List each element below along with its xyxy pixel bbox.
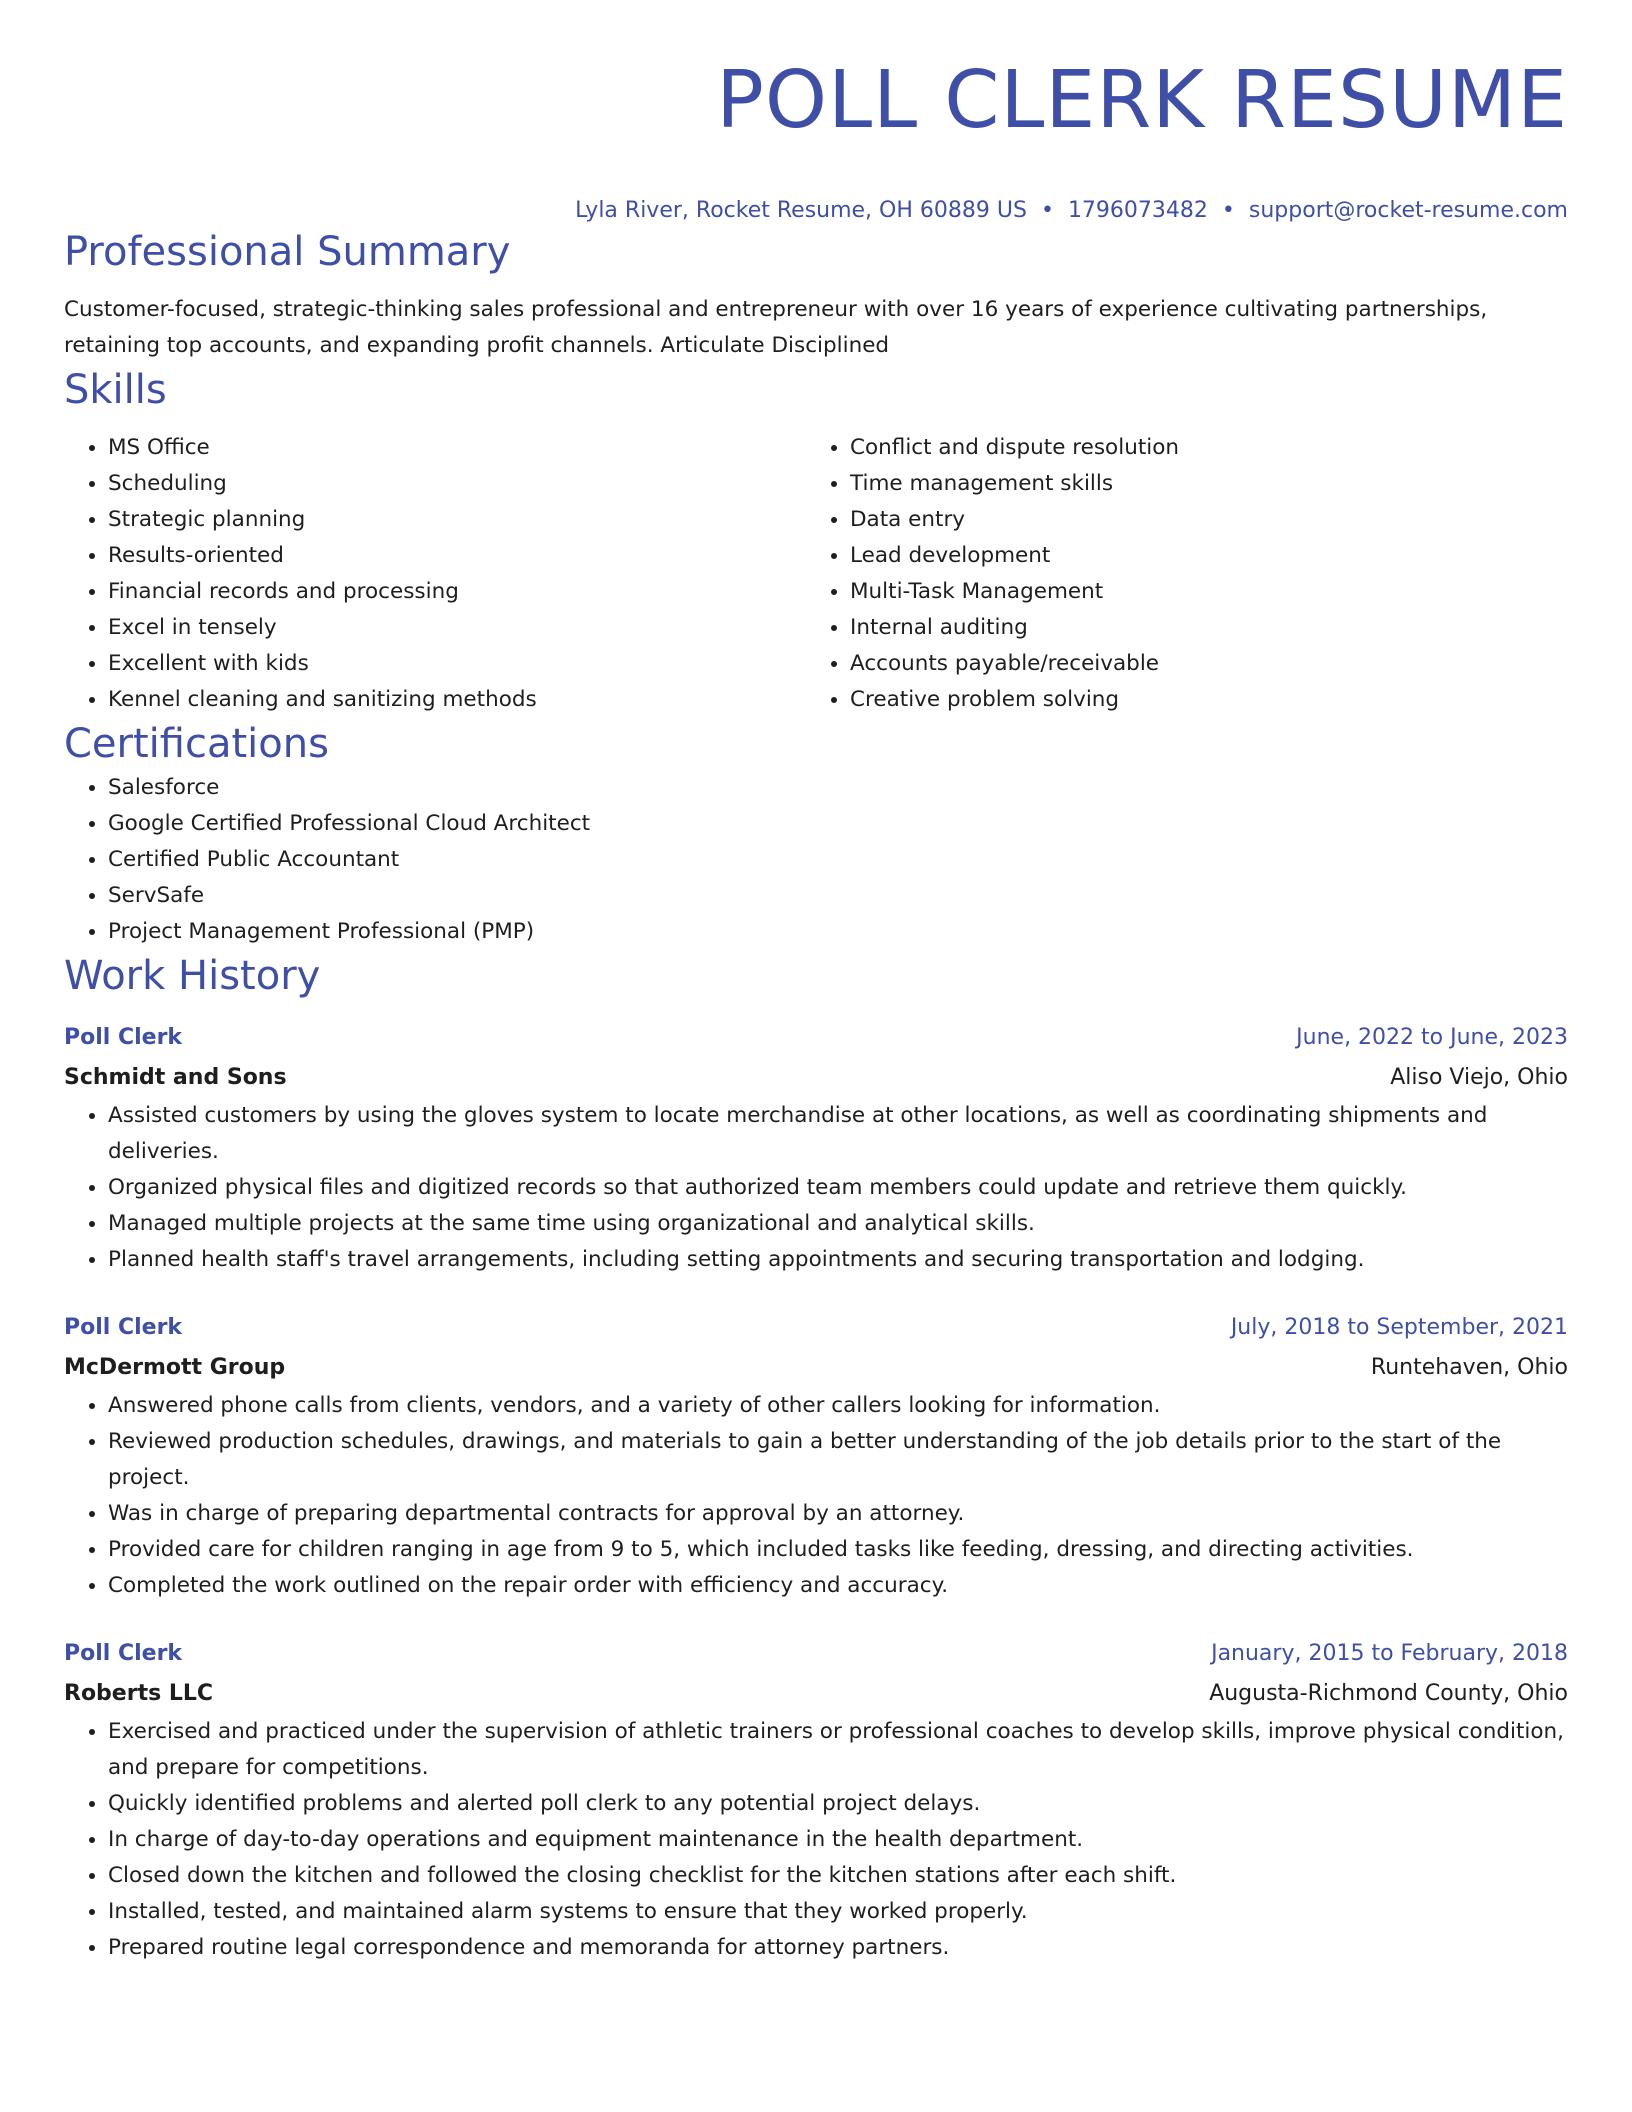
job-bullet: • Quickly identified problems and alerted poll clerk to any potential project delays. (108, 1786, 1568, 1822)
contact-phone: 1796073482 (1067, 198, 1208, 223)
skill-item: • Strategic planning (108, 502, 806, 538)
job-company: Roberts LLC (64, 1681, 214, 1706)
job-bullet: • Reviewed production schedules, drawings, and materials to gain a better understanding of the job details prior to the start of the project. (108, 1424, 1568, 1496)
skill-item: • Scheduling (108, 466, 806, 502)
job-entry (64, 1018, 1568, 1278)
skills-list-left (64, 430, 806, 718)
skills-list-right (806, 430, 1548, 718)
job-bullets (64, 1388, 1568, 1604)
job-bullet: • Closed down the kitchen and followed the closing checklist for the kitchen stations after each shift. (108, 1858, 1568, 1894)
skill-item: • Results-oriented (108, 538, 806, 574)
job-bullet: • Prepared routine legal correspondence and memoranda for attorney partners. (108, 1930, 1568, 1966)
resume-title: POLL CLERK RESUME (716, 54, 1568, 146)
job-bullets (64, 1714, 1568, 1966)
skill-item: • Kennel cleaning and sanitizing methods (108, 682, 806, 718)
skill-item: • MS Office (108, 430, 806, 466)
contact-address: Lyla River, Rocket Resume, OH 60889 US (575, 198, 1027, 223)
job-header (64, 1308, 1568, 1348)
job-entry (64, 1308, 1568, 1604)
contact-separator: • (1221, 198, 1235, 223)
skill-item: • Time management skills (850, 466, 1548, 502)
job-title: Poll Clerk (64, 1315, 183, 1340)
skill-item: • Multi-Task Management (850, 574, 1548, 610)
job-bullet: • Answered phone calls from clients, vendors, and a variety of other callers looking for information. (108, 1388, 1568, 1424)
job-dates: July, 2018 to September, 2021 (1230, 1315, 1568, 1340)
job-bullet: • Exercised and practiced under the supervision of athletic trainers or professional coaches to develop skills, improve physical condition, and prepare for competitions. (108, 1714, 1568, 1786)
job-subheader (64, 1348, 1568, 1388)
job-header (64, 1634, 1568, 1674)
skill-item: • Internal auditing (850, 610, 1548, 646)
certification-item: • Project Management Professional (PMP) (108, 914, 1568, 950)
job-bullet: • Managed multiple projects at the same time using organizational and analytical skills. (108, 1206, 1568, 1242)
job-location: Augusta-Richmond County, Ohio (1209, 1681, 1568, 1706)
skill-item: • Conflict and dispute resolution (850, 430, 1548, 466)
job-bullets (64, 1098, 1568, 1278)
certification-item: • ServSafe (108, 878, 1568, 914)
work-history-heading: Work History (64, 953, 321, 999)
certifications-heading: Certifications (64, 721, 329, 767)
skill-item: • Data entry (850, 502, 1548, 538)
job-bullet: • Provided care for children ranging in age from 9 to 5, which included tasks like feeding, dressing, and directing activities. (108, 1532, 1568, 1568)
job-company: McDermott Group (64, 1355, 286, 1380)
skill-item: • Financial records and processing (108, 574, 806, 610)
skills-grid (64, 430, 1568, 718)
contact-email[interactable]: support@rocket-resume.com (1248, 198, 1568, 223)
skill-item: • Accounts payable/receivable (850, 646, 1548, 682)
job-bullet: • In charge of day-to-day operations and equipment maintenance in the health department. (108, 1822, 1568, 1858)
skill-item: • Excellent with kids (108, 646, 806, 682)
job-bullet: • Completed the work outlined on the repair order with efficiency and accuracy. (108, 1568, 1568, 1604)
job-subheader (64, 1058, 1568, 1098)
job-header (64, 1018, 1568, 1058)
job-bullet: • Assisted customers by using the gloves system to locate merchandise at other locations, as well as coordinating shipments and deliveries. (108, 1098, 1568, 1170)
job-subheader (64, 1674, 1568, 1714)
summary-text: Customer-focused, strategic-thinking sales professional and entrepreneur with over 16 years of experience cultivating partnerships, retaining top accounts, and expanding profit channels. Articulate Disciplined (64, 297, 1488, 358)
summary-heading: Professional Summary (64, 229, 511, 275)
job-title: Poll Clerk (64, 1641, 183, 1666)
job-dates: January, 2015 to February, 2018 (1211, 1641, 1568, 1666)
contact-line (64, 196, 1568, 226)
skill-item: • Lead development (850, 538, 1548, 574)
job-location: Aliso Viejo, Ohio (1390, 1065, 1568, 1090)
skill-item: • Creative problem solving (850, 682, 1548, 718)
contact-separator: • (1040, 198, 1054, 223)
job-bullet: • Installed, tested, and maintained alarm systems to ensure that they worked properly. (108, 1894, 1568, 1930)
job-bullet: • Organized physical files and digitized records so that authorized team members could update and retrieve them quickly. (108, 1170, 1568, 1206)
skills-heading: Skills (64, 367, 167, 413)
certification-item: • Salesforce (108, 770, 1568, 806)
job-bullet: • Was in charge of preparing departmental contracts for approval by an attorney. (108, 1496, 1568, 1532)
job-location: Runtehaven, Ohio (1370, 1355, 1568, 1380)
certification-item: • Google Certified Professional Cloud Architect (108, 806, 1568, 842)
job-bullet: • Planned health staff's travel arrangements, including setting appointments and securing transportation and lodging. (108, 1242, 1568, 1278)
job-entry (64, 1634, 1568, 1966)
job-dates: June, 2022 to June, 2023 (1296, 1025, 1568, 1050)
job-company: Schmidt and Sons (64, 1065, 287, 1090)
certification-item: • Certified Public Accountant (108, 842, 1568, 878)
job-title: Poll Clerk (64, 1025, 183, 1050)
certifications-list (64, 770, 1568, 950)
skill-item: • Excel in tensely (108, 610, 806, 646)
